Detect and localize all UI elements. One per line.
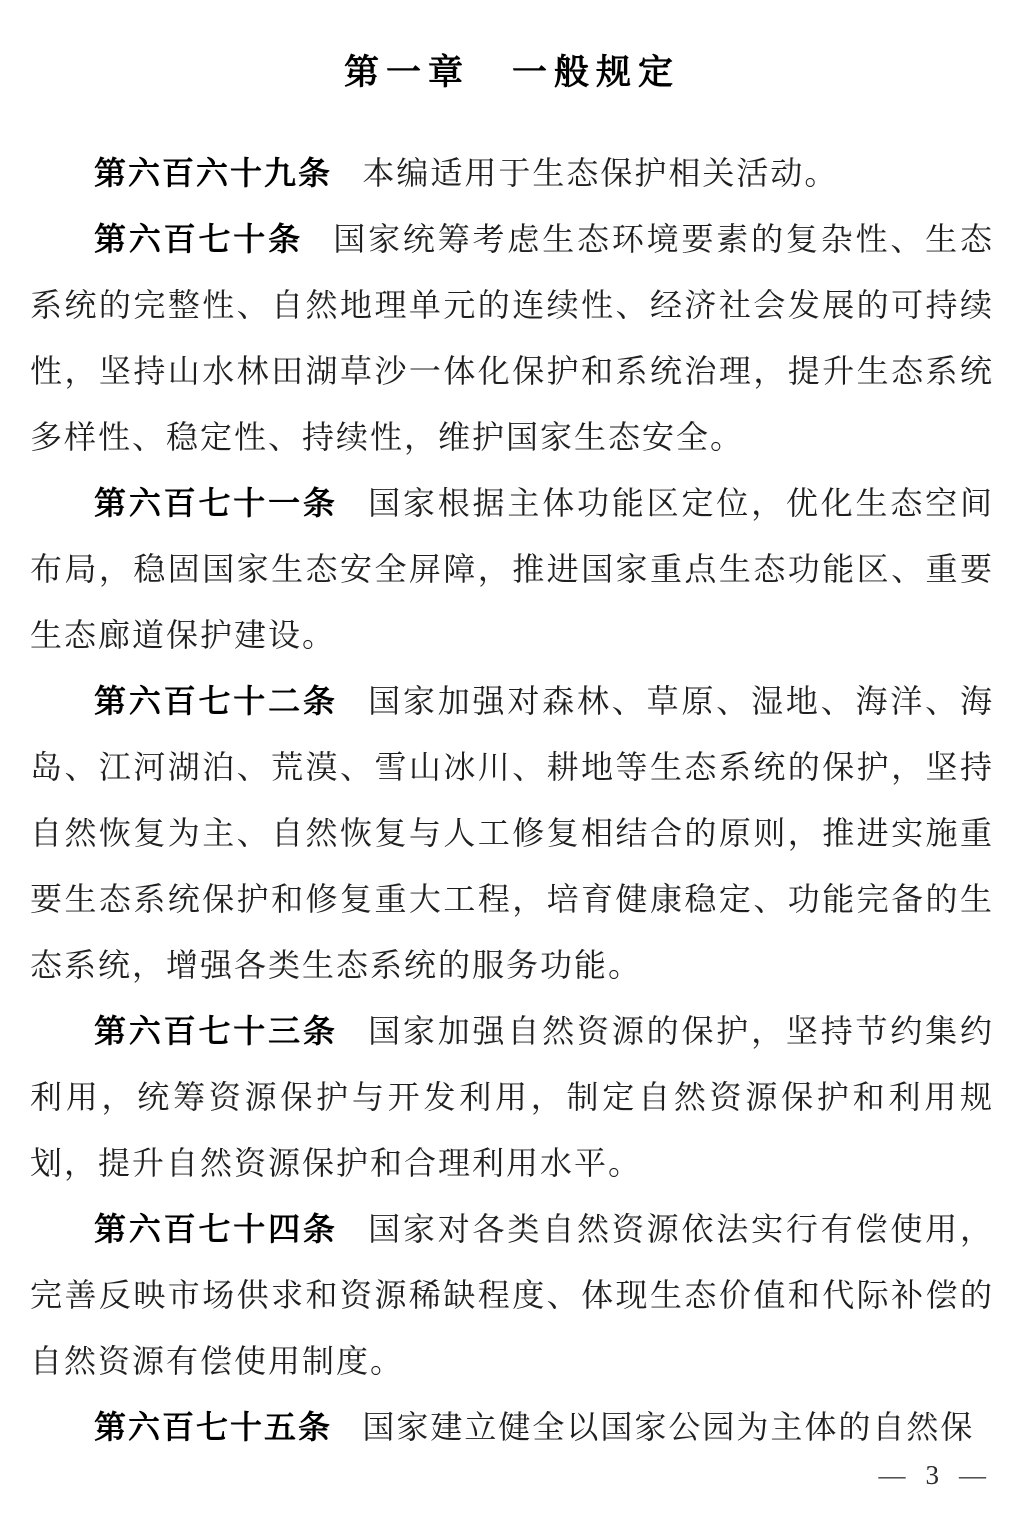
article-text: 本编适用于生态保护相关活动。 (362, 155, 839, 191)
footer-dash-left: — (878, 1460, 906, 1490)
article-number: 第六百七十四条 (94, 1211, 338, 1247)
article-text: 国家建立健全以国家公园为主体的自然保 (362, 1409, 975, 1445)
article-paragraph (30, 140, 994, 206)
article-text: 国家统筹考虑生态环境要素的复杂性、生态系统的完整性、自然地理单元的连续性、经济社会发展的可持续性，坚持山水林田湖草沙一体化保护和系统治理，提升生态系统多样性、稳定性、持续性，维护国家生态安全。 (30, 221, 994, 455)
article-paragraph (30, 1196, 994, 1394)
chapter-title: 第一章 一般规定 (343, 53, 680, 92)
article-number: 第六百七十五条 (94, 1409, 333, 1445)
article-paragraph (30, 668, 994, 998)
article-text: 国家对各类自然资源依法实行有偿使用，完善反映市场供求和资源稀缺程度、体现生态价值和代际补偿的自然资源有偿使用制度。 (30, 1211, 994, 1379)
article-text: 国家加强自然资源的保护，坚持节约集约利用，统筹资源保护与开发利用，制定自然资源保护和利用规划，提升自然资源保护和合理利用水平。 (30, 1013, 994, 1181)
article-number: 第六百七十一条 (94, 485, 338, 521)
page-number: 3 (925, 1460, 939, 1490)
article-number: 第六百七十三条 (94, 1013, 338, 1049)
document-body (30, 140, 994, 1460)
article-number: 第六百六十九条 (94, 155, 333, 191)
article-paragraph (30, 470, 994, 668)
article-paragraph (30, 998, 994, 1196)
article-paragraph (30, 1394, 994, 1460)
article-text: 国家根据主体功能区定位，优化生态空间布局，稳固国家生态安全屏障，推进国家重点生态功能区、重要生态廊道保护建设。 (30, 485, 994, 653)
footer-dash-right: — (959, 1460, 986, 1490)
article-text: 国家加强对森林、草原、湿地、海洋、海岛、江河湖泊、荒漠、雪山冰川、耕地等生态系统的保护，坚持自然恢复为主、自然恢复与人工修复相结合的原则，推进实施重要生态系统保护和修复重大工程，培育健康稳定、功能完备的生态系统，增强各类生态系统的服务功能。 (30, 683, 994, 983)
article-number: 第六百七十条 (94, 221, 303, 257)
article-number: 第六百七十二条 (94, 683, 338, 719)
article-paragraph (30, 206, 994, 470)
page-footer (879, 1460, 987, 1491)
